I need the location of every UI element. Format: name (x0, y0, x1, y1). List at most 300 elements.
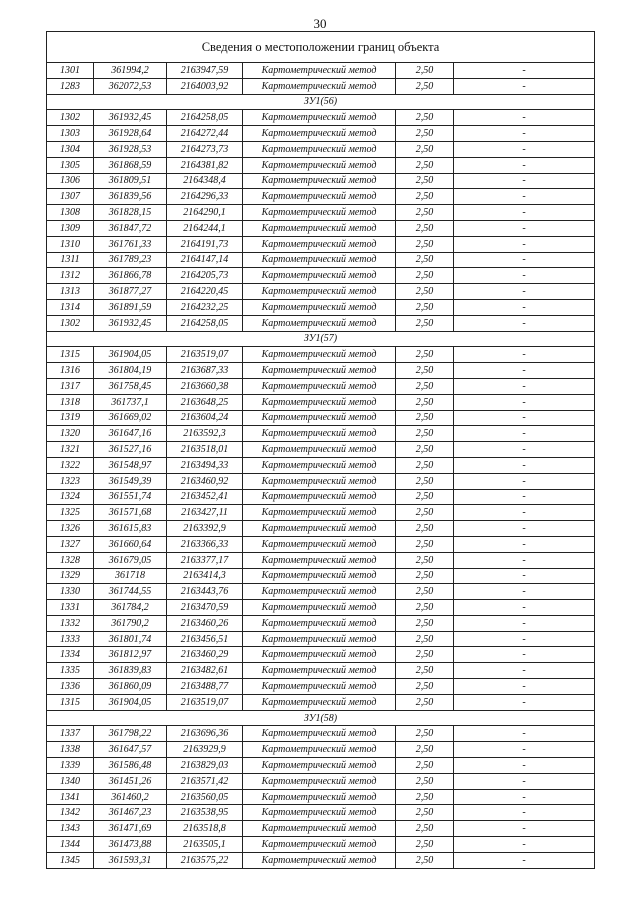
y-coordinate-cell: 2163560,05 (167, 789, 243, 805)
description-cell: - (454, 521, 595, 537)
point-number-cell: 1339 (47, 758, 94, 774)
accuracy-cell: 2,50 (396, 189, 454, 205)
table-row (47, 821, 595, 837)
table-row (47, 284, 595, 300)
accuracy-cell: 2,50 (396, 236, 454, 252)
table-row (47, 521, 595, 537)
table-row (47, 552, 595, 568)
method-cell: Картометрический метод (243, 805, 396, 821)
table-row (47, 63, 595, 79)
x-coordinate-cell: 361784,2 (94, 600, 167, 616)
table-title: Сведения о местоположении границ объекта (47, 32, 595, 63)
point-number-cell: 1322 (47, 457, 94, 473)
method-cell: Картометрический метод (243, 789, 396, 805)
description-cell: - (454, 236, 595, 252)
y-coordinate-cell: 2163460,26 (167, 615, 243, 631)
table-row (47, 394, 595, 410)
x-coordinate-cell: 361809,51 (94, 173, 167, 189)
y-coordinate-cell: 2163414,3 (167, 568, 243, 584)
section-name: ЗУ1(56) (47, 94, 595, 110)
table-row (47, 268, 595, 284)
x-coordinate-cell: 361928,53 (94, 141, 167, 157)
point-number-cell: 1315 (47, 694, 94, 710)
table-row (47, 742, 595, 758)
method-cell: Картометрический метод (243, 679, 396, 695)
point-number-cell: 1331 (47, 600, 94, 616)
point-number-cell: 1320 (47, 426, 94, 442)
accuracy-cell: 2,50 (396, 679, 454, 695)
accuracy-cell: 2,50 (396, 600, 454, 616)
description-cell: - (454, 852, 595, 868)
table-row (47, 126, 595, 142)
x-coordinate-cell: 361467,23 (94, 805, 167, 821)
y-coordinate-cell: 2163592,3 (167, 426, 243, 442)
table-row (47, 663, 595, 679)
point-number-cell: 1344 (47, 837, 94, 853)
x-coordinate-cell: 361789,23 (94, 252, 167, 268)
description-cell: - (454, 473, 595, 489)
accuracy-cell: 2,50 (396, 284, 454, 300)
x-coordinate-cell: 361790,2 (94, 615, 167, 631)
x-coordinate-cell: 361679,05 (94, 552, 167, 568)
description-cell: - (454, 726, 595, 742)
accuracy-cell: 2,50 (396, 789, 454, 805)
table-title-row (47, 32, 595, 63)
y-coordinate-cell: 2164191,73 (167, 236, 243, 252)
description-cell: - (454, 189, 595, 205)
accuracy-cell: 2,50 (396, 773, 454, 789)
table-row (47, 236, 595, 252)
description-cell: - (454, 110, 595, 126)
method-cell: Картометрический метод (243, 363, 396, 379)
y-coordinate-cell: 2164205,73 (167, 268, 243, 284)
y-coordinate-cell: 2163829,03 (167, 758, 243, 774)
accuracy-cell: 2,50 (396, 552, 454, 568)
point-number-cell: 1306 (47, 173, 94, 189)
method-cell: Картометрический метод (243, 315, 396, 331)
method-cell: Картометрический метод (243, 758, 396, 774)
method-cell: Картометрический метод (243, 536, 396, 552)
accuracy-cell: 2,50 (396, 758, 454, 774)
accuracy-cell: 2,50 (396, 852, 454, 868)
y-coordinate-cell: 2163482,61 (167, 663, 243, 679)
description-cell: - (454, 837, 595, 853)
accuracy-cell: 2,50 (396, 268, 454, 284)
method-cell: Картометрический метод (243, 157, 396, 173)
description-cell: - (454, 426, 595, 442)
description-cell: - (454, 157, 595, 173)
point-number-cell: 1333 (47, 631, 94, 647)
method-cell: Картометрический метод (243, 173, 396, 189)
table-row (47, 78, 595, 94)
x-coordinate-cell: 361615,83 (94, 521, 167, 537)
description-cell: - (454, 821, 595, 837)
method-cell: Картометрический метод (243, 821, 396, 837)
x-coordinate-cell: 361877,27 (94, 284, 167, 300)
point-number-cell: 1318 (47, 394, 94, 410)
accuracy-cell: 2,50 (396, 473, 454, 489)
y-coordinate-cell: 2163518,8 (167, 821, 243, 837)
x-coordinate-cell: 361571,68 (94, 505, 167, 521)
table-row (47, 426, 595, 442)
description-cell: - (454, 268, 595, 284)
x-coordinate-cell: 361928,64 (94, 126, 167, 142)
table-row (47, 252, 595, 268)
description-cell: - (454, 378, 595, 394)
point-number-cell: 1308 (47, 205, 94, 221)
y-coordinate-cell: 2163648,25 (167, 394, 243, 410)
point-number-cell: 1340 (47, 773, 94, 789)
method-cell: Картометрический метод (243, 473, 396, 489)
y-coordinate-cell: 2163427,11 (167, 505, 243, 521)
method-cell: Картометрический метод (243, 600, 396, 616)
y-coordinate-cell: 2163571,42 (167, 773, 243, 789)
x-coordinate-cell: 361860,09 (94, 679, 167, 695)
y-coordinate-cell: 2163519,07 (167, 347, 243, 363)
table-row (47, 694, 595, 710)
description-cell: - (454, 758, 595, 774)
point-number-cell: 1315 (47, 347, 94, 363)
point-number-cell: 1337 (47, 726, 94, 742)
point-number-cell: 1341 (47, 789, 94, 805)
x-coordinate-cell: 361647,57 (94, 742, 167, 758)
y-coordinate-cell: 2164273,73 (167, 141, 243, 157)
y-coordinate-cell: 2164258,05 (167, 315, 243, 331)
point-number-cell: 1312 (47, 268, 94, 284)
description-cell: - (454, 126, 595, 142)
point-number-cell: 1304 (47, 141, 94, 157)
point-number-cell: 1309 (47, 220, 94, 236)
y-coordinate-cell: 2163687,33 (167, 363, 243, 379)
accuracy-cell: 2,50 (396, 315, 454, 331)
description-cell: - (454, 615, 595, 631)
y-coordinate-cell: 2164290,1 (167, 205, 243, 221)
x-coordinate-cell: 361866,78 (94, 268, 167, 284)
x-coordinate-cell: 362072,53 (94, 78, 167, 94)
description-cell: - (454, 631, 595, 647)
table-row (47, 378, 595, 394)
point-number-cell: 1302 (47, 110, 94, 126)
point-number-cell: 1326 (47, 521, 94, 537)
point-number-cell: 1324 (47, 489, 94, 505)
table-row (47, 837, 595, 853)
table-row (47, 205, 595, 221)
accuracy-cell: 2,50 (396, 157, 454, 173)
section-header-row (47, 710, 595, 726)
x-coordinate-cell: 361471,69 (94, 821, 167, 837)
table-row (47, 489, 595, 505)
point-number-cell: 1323 (47, 473, 94, 489)
point-number-cell: 1335 (47, 663, 94, 679)
x-coordinate-cell: 361460,2 (94, 789, 167, 805)
y-coordinate-cell: 2164003,92 (167, 78, 243, 94)
table-row (47, 410, 595, 426)
point-number-cell: 1311 (47, 252, 94, 268)
x-coordinate-cell: 361737,1 (94, 394, 167, 410)
accuracy-cell: 2,50 (396, 442, 454, 458)
accuracy-cell: 2,50 (396, 647, 454, 663)
y-coordinate-cell: 2164272,44 (167, 126, 243, 142)
description-cell: - (454, 805, 595, 821)
description-cell: - (454, 489, 595, 505)
description-cell: - (454, 789, 595, 805)
method-cell: Картометрический метод (243, 631, 396, 647)
table-row (47, 457, 595, 473)
description-cell: - (454, 394, 595, 410)
method-cell: Картометрический метод (243, 78, 396, 94)
x-coordinate-cell: 361744,55 (94, 584, 167, 600)
point-number-cell: 1325 (47, 505, 94, 521)
table-row (47, 505, 595, 521)
accuracy-cell: 2,50 (396, 536, 454, 552)
point-number-cell: 1330 (47, 584, 94, 600)
method-cell: Картометрический метод (243, 726, 396, 742)
description-cell: - (454, 679, 595, 695)
point-number-cell: 1336 (47, 679, 94, 695)
accuracy-cell: 2,50 (396, 378, 454, 394)
accuracy-cell: 2,50 (396, 457, 454, 473)
method-cell: Картометрический метод (243, 252, 396, 268)
description-cell: - (454, 773, 595, 789)
y-coordinate-cell: 2163505,1 (167, 837, 243, 853)
x-coordinate-cell: 361801,74 (94, 631, 167, 647)
y-coordinate-cell: 2163518,01 (167, 442, 243, 458)
description-cell: - (454, 347, 595, 363)
accuracy-cell: 2,50 (396, 615, 454, 631)
point-number-cell: 1327 (47, 536, 94, 552)
point-number-cell: 1328 (47, 552, 94, 568)
accuracy-cell: 2,50 (396, 726, 454, 742)
y-coordinate-cell: 2164258,05 (167, 110, 243, 126)
table-row (47, 315, 595, 331)
method-cell: Картометрический метод (243, 773, 396, 789)
accuracy-cell: 2,50 (396, 63, 454, 79)
y-coordinate-cell: 2163470,59 (167, 600, 243, 616)
x-coordinate-cell: 361868,59 (94, 157, 167, 173)
y-coordinate-cell: 2163538,95 (167, 805, 243, 821)
description-cell: - (454, 568, 595, 584)
table-row (47, 173, 595, 189)
table-row (47, 568, 595, 584)
x-coordinate-cell: 361904,05 (94, 694, 167, 710)
point-number-cell: 1301 (47, 63, 94, 79)
y-coordinate-cell: 2163460,29 (167, 647, 243, 663)
point-number-cell: 1319 (47, 410, 94, 426)
description-cell: - (454, 600, 595, 616)
description-cell: - (454, 505, 595, 521)
accuracy-cell: 2,50 (396, 220, 454, 236)
y-coordinate-cell: 2163488,77 (167, 679, 243, 695)
accuracy-cell: 2,50 (396, 742, 454, 758)
table-row (47, 631, 595, 647)
y-coordinate-cell: 2163392,9 (167, 521, 243, 537)
method-cell: Картометрический метод (243, 489, 396, 505)
accuracy-cell: 2,50 (396, 141, 454, 157)
description-cell: - (454, 173, 595, 189)
x-coordinate-cell: 361660,64 (94, 536, 167, 552)
accuracy-cell: 2,50 (396, 805, 454, 821)
y-coordinate-cell: 2163604,24 (167, 410, 243, 426)
x-coordinate-cell: 361932,45 (94, 110, 167, 126)
method-cell: Картометрический метод (243, 110, 396, 126)
description-cell: - (454, 78, 595, 94)
table-row (47, 347, 595, 363)
x-coordinate-cell: 361586,48 (94, 758, 167, 774)
point-number-cell: 1283 (47, 78, 94, 94)
x-coordinate-cell: 361669,02 (94, 410, 167, 426)
x-coordinate-cell: 361828,15 (94, 205, 167, 221)
accuracy-cell: 2,50 (396, 173, 454, 189)
method-cell: Картометрический метод (243, 647, 396, 663)
y-coordinate-cell: 2164232,25 (167, 299, 243, 315)
accuracy-cell: 2,50 (396, 126, 454, 142)
section-header-row (47, 331, 595, 347)
x-coordinate-cell: 361812,97 (94, 647, 167, 663)
description-cell: - (454, 552, 595, 568)
method-cell: Картометрический метод (243, 584, 396, 600)
y-coordinate-cell: 2164296,33 (167, 189, 243, 205)
method-cell: Картометрический метод (243, 837, 396, 853)
y-coordinate-cell: 2163377,17 (167, 552, 243, 568)
method-cell: Картометрический метод (243, 141, 396, 157)
method-cell: Картометрический метод (243, 852, 396, 868)
method-cell: Картометрический метод (243, 189, 396, 205)
accuracy-cell: 2,50 (396, 205, 454, 221)
method-cell: Картометрический метод (243, 378, 396, 394)
table-row (47, 805, 595, 821)
page-number: 30 (313, 16, 327, 31)
y-coordinate-cell: 2163575,22 (167, 852, 243, 868)
point-number-cell: 1317 (47, 378, 94, 394)
section-name: ЗУ1(58) (47, 710, 595, 726)
method-cell: Картометрический метод (243, 205, 396, 221)
accuracy-cell: 2,50 (396, 410, 454, 426)
x-coordinate-cell: 361891,59 (94, 299, 167, 315)
point-number-cell: 1345 (47, 852, 94, 868)
x-coordinate-cell: 361761,33 (94, 236, 167, 252)
x-coordinate-cell: 361718 (94, 568, 167, 584)
point-number-cell: 1321 (47, 442, 94, 458)
table-row (47, 758, 595, 774)
method-cell: Картометрический метод (243, 694, 396, 710)
y-coordinate-cell: 2163460,92 (167, 473, 243, 489)
method-cell: Картометрический метод (243, 410, 396, 426)
x-coordinate-cell: 361994,2 (94, 63, 167, 79)
method-cell: Картометрический метод (243, 505, 396, 521)
y-coordinate-cell: 2164147,14 (167, 252, 243, 268)
description-cell: - (454, 315, 595, 331)
accuracy-cell: 2,50 (396, 489, 454, 505)
method-cell: Картометрический метод (243, 284, 396, 300)
accuracy-cell: 2,50 (396, 837, 454, 853)
table-row (47, 584, 595, 600)
x-coordinate-cell: 361647,16 (94, 426, 167, 442)
table-row (47, 789, 595, 805)
y-coordinate-cell: 2163494,33 (167, 457, 243, 473)
y-coordinate-cell: 2164220,45 (167, 284, 243, 300)
method-cell: Картометрический метод (243, 126, 396, 142)
y-coordinate-cell: 2163696,36 (167, 726, 243, 742)
y-coordinate-cell: 2163519,07 (167, 694, 243, 710)
y-coordinate-cell: 2163366,33 (167, 536, 243, 552)
method-cell: Картометрический метод (243, 663, 396, 679)
point-number-cell: 1305 (47, 157, 94, 173)
method-cell: Картометрический метод (243, 394, 396, 410)
accuracy-cell: 2,50 (396, 363, 454, 379)
x-coordinate-cell: 361839,56 (94, 189, 167, 205)
accuracy-cell: 2,50 (396, 505, 454, 521)
description-cell: - (454, 647, 595, 663)
y-coordinate-cell: 2164348,4 (167, 173, 243, 189)
x-coordinate-cell: 361758,45 (94, 378, 167, 394)
x-coordinate-cell: 361527,16 (94, 442, 167, 458)
description-cell: - (454, 457, 595, 473)
method-cell: Картометрический метод (243, 299, 396, 315)
table-row (47, 647, 595, 663)
y-coordinate-cell: 2163456,51 (167, 631, 243, 647)
y-coordinate-cell: 2164244,1 (167, 220, 243, 236)
accuracy-cell: 2,50 (396, 299, 454, 315)
method-cell: Картометрический метод (243, 742, 396, 758)
boundary-table (46, 31, 595, 869)
point-number-cell: 1302 (47, 315, 94, 331)
point-number-cell: 1310 (47, 236, 94, 252)
description-cell: - (454, 252, 595, 268)
x-coordinate-cell: 361593,31 (94, 852, 167, 868)
point-number-cell: 1303 (47, 126, 94, 142)
accuracy-cell: 2,50 (396, 347, 454, 363)
table-row (47, 679, 595, 695)
accuracy-cell: 2,50 (396, 663, 454, 679)
table-row (47, 600, 595, 616)
table-row (47, 189, 595, 205)
method-cell: Картометрический метод (243, 457, 396, 473)
x-coordinate-cell: 361932,45 (94, 315, 167, 331)
method-cell: Картометрический метод (243, 236, 396, 252)
table-row (47, 157, 595, 173)
x-coordinate-cell: 361804,19 (94, 363, 167, 379)
accuracy-cell: 2,50 (396, 821, 454, 837)
x-coordinate-cell: 361473,88 (94, 837, 167, 853)
description-cell: - (454, 141, 595, 157)
method-cell: Картометрический метод (243, 426, 396, 442)
x-coordinate-cell: 361847,72 (94, 220, 167, 236)
point-number-cell: 1314 (47, 299, 94, 315)
table-row (47, 536, 595, 552)
accuracy-cell: 2,50 (396, 584, 454, 600)
method-cell: Картометрический метод (243, 268, 396, 284)
x-coordinate-cell: 361549,39 (94, 473, 167, 489)
accuracy-cell: 2,50 (396, 394, 454, 410)
accuracy-cell: 2,50 (396, 110, 454, 126)
description-cell: - (454, 299, 595, 315)
x-coordinate-cell: 361451,26 (94, 773, 167, 789)
description-cell: - (454, 410, 595, 426)
table-row (47, 773, 595, 789)
table-row (47, 110, 595, 126)
x-coordinate-cell: 361839,83 (94, 663, 167, 679)
method-cell: Картометрический метод (243, 63, 396, 79)
description-cell: - (454, 284, 595, 300)
section-name: ЗУ1(57) (47, 331, 595, 347)
x-coordinate-cell: 361798,22 (94, 726, 167, 742)
accuracy-cell: 2,50 (396, 568, 454, 584)
method-cell: Картометрический метод (243, 521, 396, 537)
description-cell: - (454, 694, 595, 710)
x-coordinate-cell: 361904,05 (94, 347, 167, 363)
method-cell: Картометрический метод (243, 220, 396, 236)
accuracy-cell: 2,50 (396, 252, 454, 268)
